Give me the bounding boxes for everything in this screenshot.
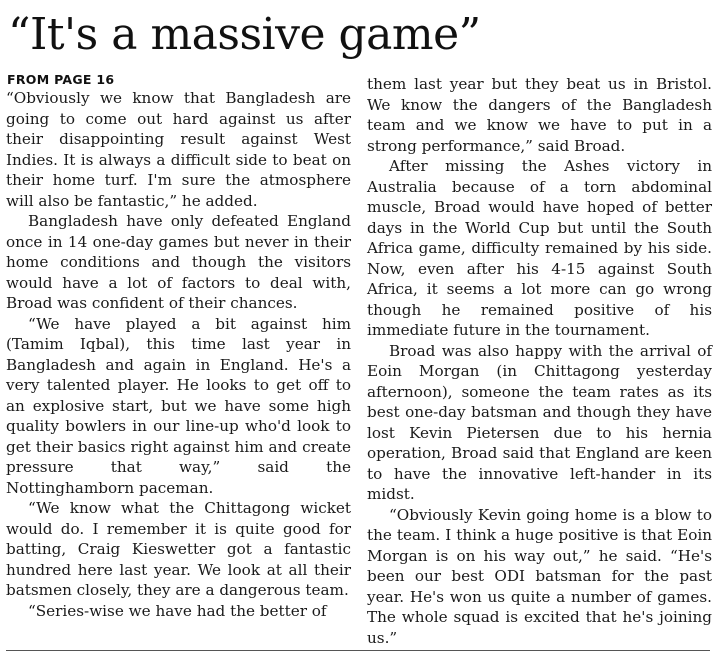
paragraph: them last year but they beat us in Bristol. We know the dangers of the Bangladesh team and we know we have to put in a strong performance,” said Broad. bbox=[367, 75, 712, 155]
continuation-kicker: FROM PAGE 16 bbox=[7, 72, 115, 87]
left-column bbox=[6, 72, 351, 621]
paragraph: After missing the Ashes victory in Australia because of a torn abdominal muscle, Broad would have hoped of better days in the World Cup but until the South Africa game, difficulty remained by his side. Now, even after his 4-15 against South Africa, it seems a lot more can go wrong though he remained positive of his immediate future in the tournament. bbox=[367, 157, 712, 339]
headline: “It's a massive game” bbox=[8, 9, 481, 60]
paragraph: “Obviously we know that Bangladesh are going to come out hard against us after their disappointing result against West Indies. It is always a difficult side to beat on their home turf. I'm sure the atmosphere will also be fantastic,” he added. bbox=[6, 89, 351, 210]
paragraph: Broad was also happy with the arrival of Eoin Morgan (in Chittagong yesterday afternoon), someone the team rates as its best one-day batsman and though they have lost Kevin Pietersen due to his hernia operation, Broad said that England are keen to have the innovative left-hander in its midst. bbox=[367, 341, 712, 503]
right-column bbox=[367, 74, 712, 648]
paragraph: Bangladesh have only defeated England once in 14 one-day games but never in their home conditions and though the visitors would have a lot of factors to deal with, Broad was confident of their chances. bbox=[6, 212, 351, 312]
paragraph: “We know what the Chittagong wicket would do. I remember it is quite good for batting, Craig Kieswetter got a fantastic hundred here last year. We look at all their batsmen closely, they are a dangerous team. bbox=[6, 499, 351, 599]
paragraph: “Series-wise we have had the better of bbox=[28, 601, 327, 620]
bottom-divider bbox=[6, 650, 710, 651]
paragraph: “We have played a bit against him (Tamim Iqbal), this time last year in Bangladesh and again in England. He's a very talented player. He looks to get off to an explosive start, but we have some high quality bowlers in our line-up who'd look to get their basics right against him and create pressure that way,” said the Nottinghamborn paceman. bbox=[6, 314, 351, 497]
paragraph: “Obviously Kevin going home is a blow to the team. I think a huge positive is that Eoin Morgan is on his way out,” he said. “He's been our best ODI batsman for the past year. He's won us quite a number of games. The whole squad is excited that he's joining us.” bbox=[367, 505, 712, 647]
